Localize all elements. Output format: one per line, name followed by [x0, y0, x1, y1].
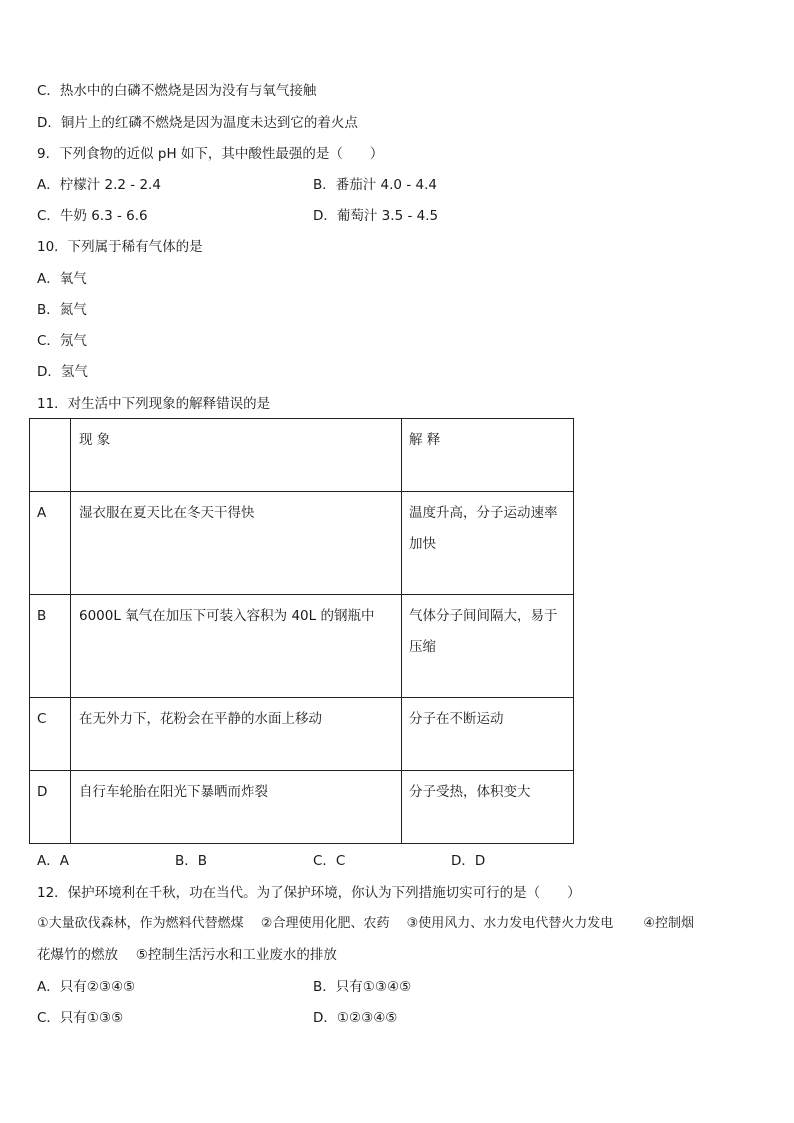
table-row-explanation: 气体分子间间隔大，易于压缩: [402, 595, 574, 698]
q11-option-a: A．A: [37, 853, 69, 869]
q12-stem: 12．保护环境利在千秋，功在当代。为了保护环境，你认为下列措施切实可行的是（ ）: [37, 885, 581, 901]
table-header-key: [30, 419, 71, 492]
table-row-explanation: 分子在不断运动: [402, 698, 574, 771]
q11-option-c: C．C: [313, 853, 346, 869]
table-row-phenomenon: 6000L 氧气在加压下可装入容积为 40L 的钢瓶中: [71, 595, 402, 698]
q12-items-line-2: 花爆竹的燃放 ⑤控制生活污水和工业废水的排放: [37, 947, 337, 963]
table-row-key: B: [30, 595, 71, 698]
q10-option-a: A．氧气: [37, 271, 87, 287]
q12-items-line-1: ①大量砍伐森林，作为燃料代替燃煤 ②合理使用化肥、农药 ③使用风力、水力发电代替火力发电 ④控制烟: [37, 916, 695, 931]
q10-option-c: C．氖气: [37, 333, 87, 349]
table-row-phenomenon: 在无外力下，花粉会在平静的水面上移动: [71, 698, 402, 771]
q10-option-d: D．氢气: [37, 364, 88, 380]
table-row-phenomenon: 湿衣服在夏天比在冬天干得快: [71, 492, 402, 595]
table-header-explanation: 解 释: [402, 419, 574, 492]
q9-option-a: A．柠檬汁 2.2 - 2.4: [37, 177, 161, 193]
q11-option-b: B．B: [175, 853, 208, 869]
table-row: [30, 771, 574, 844]
q9-option-b: B．番茄汁 4.0 - 4.4: [313, 177, 437, 193]
table-header-phenomenon: 现 象: [71, 419, 402, 492]
q8-option-d: D．铜片上的红磷不燃烧是因为温度未达到它的着火点: [37, 115, 358, 131]
q12-option-d: D．①②③④⑤: [313, 1010, 398, 1026]
table-row: [30, 492, 574, 595]
q12-option-c: C．只有①③⑤: [37, 1010, 124, 1026]
table-row-key: C: [30, 698, 71, 771]
q12-option-a: A．只有②③④⑤: [37, 979, 136, 995]
table-row-explanation: 分子受热，体积变大: [402, 771, 574, 844]
q12-option-b: B．只有①③④⑤: [313, 979, 412, 995]
table-row: [30, 698, 574, 771]
q10-stem: 10．下列属于稀有气体的是: [37, 239, 203, 255]
table-row-phenomenon: 自行车轮胎在阳光下暴晒而炸裂: [71, 771, 402, 844]
q11-option-d: D．D: [451, 853, 486, 869]
q9-stem: 9．下列食物的近似 pH 如下，其中酸性最强的是（ ）: [37, 146, 384, 162]
table-row: [30, 595, 574, 698]
q9-option-c: C．牛奶 6.3 - 6.6: [37, 208, 148, 224]
q8-option-c: C．热水中的白磷不燃烧是因为没有与氧气接触: [37, 83, 317, 99]
q9-option-d: D．葡萄汁 3.5 - 4.5: [313, 208, 439, 224]
table-row-explanation: 温度升高，分子运动速率加快: [402, 492, 574, 595]
table-row-key: A: [30, 492, 71, 595]
table-row-key: D: [30, 771, 71, 844]
q11-table: [29, 418, 574, 844]
q10-option-b: B．氮气: [37, 302, 87, 318]
table-header-row: [30, 419, 574, 492]
q11-stem: 11．对生活中下列现象的解释错误的是: [37, 396, 271, 412]
